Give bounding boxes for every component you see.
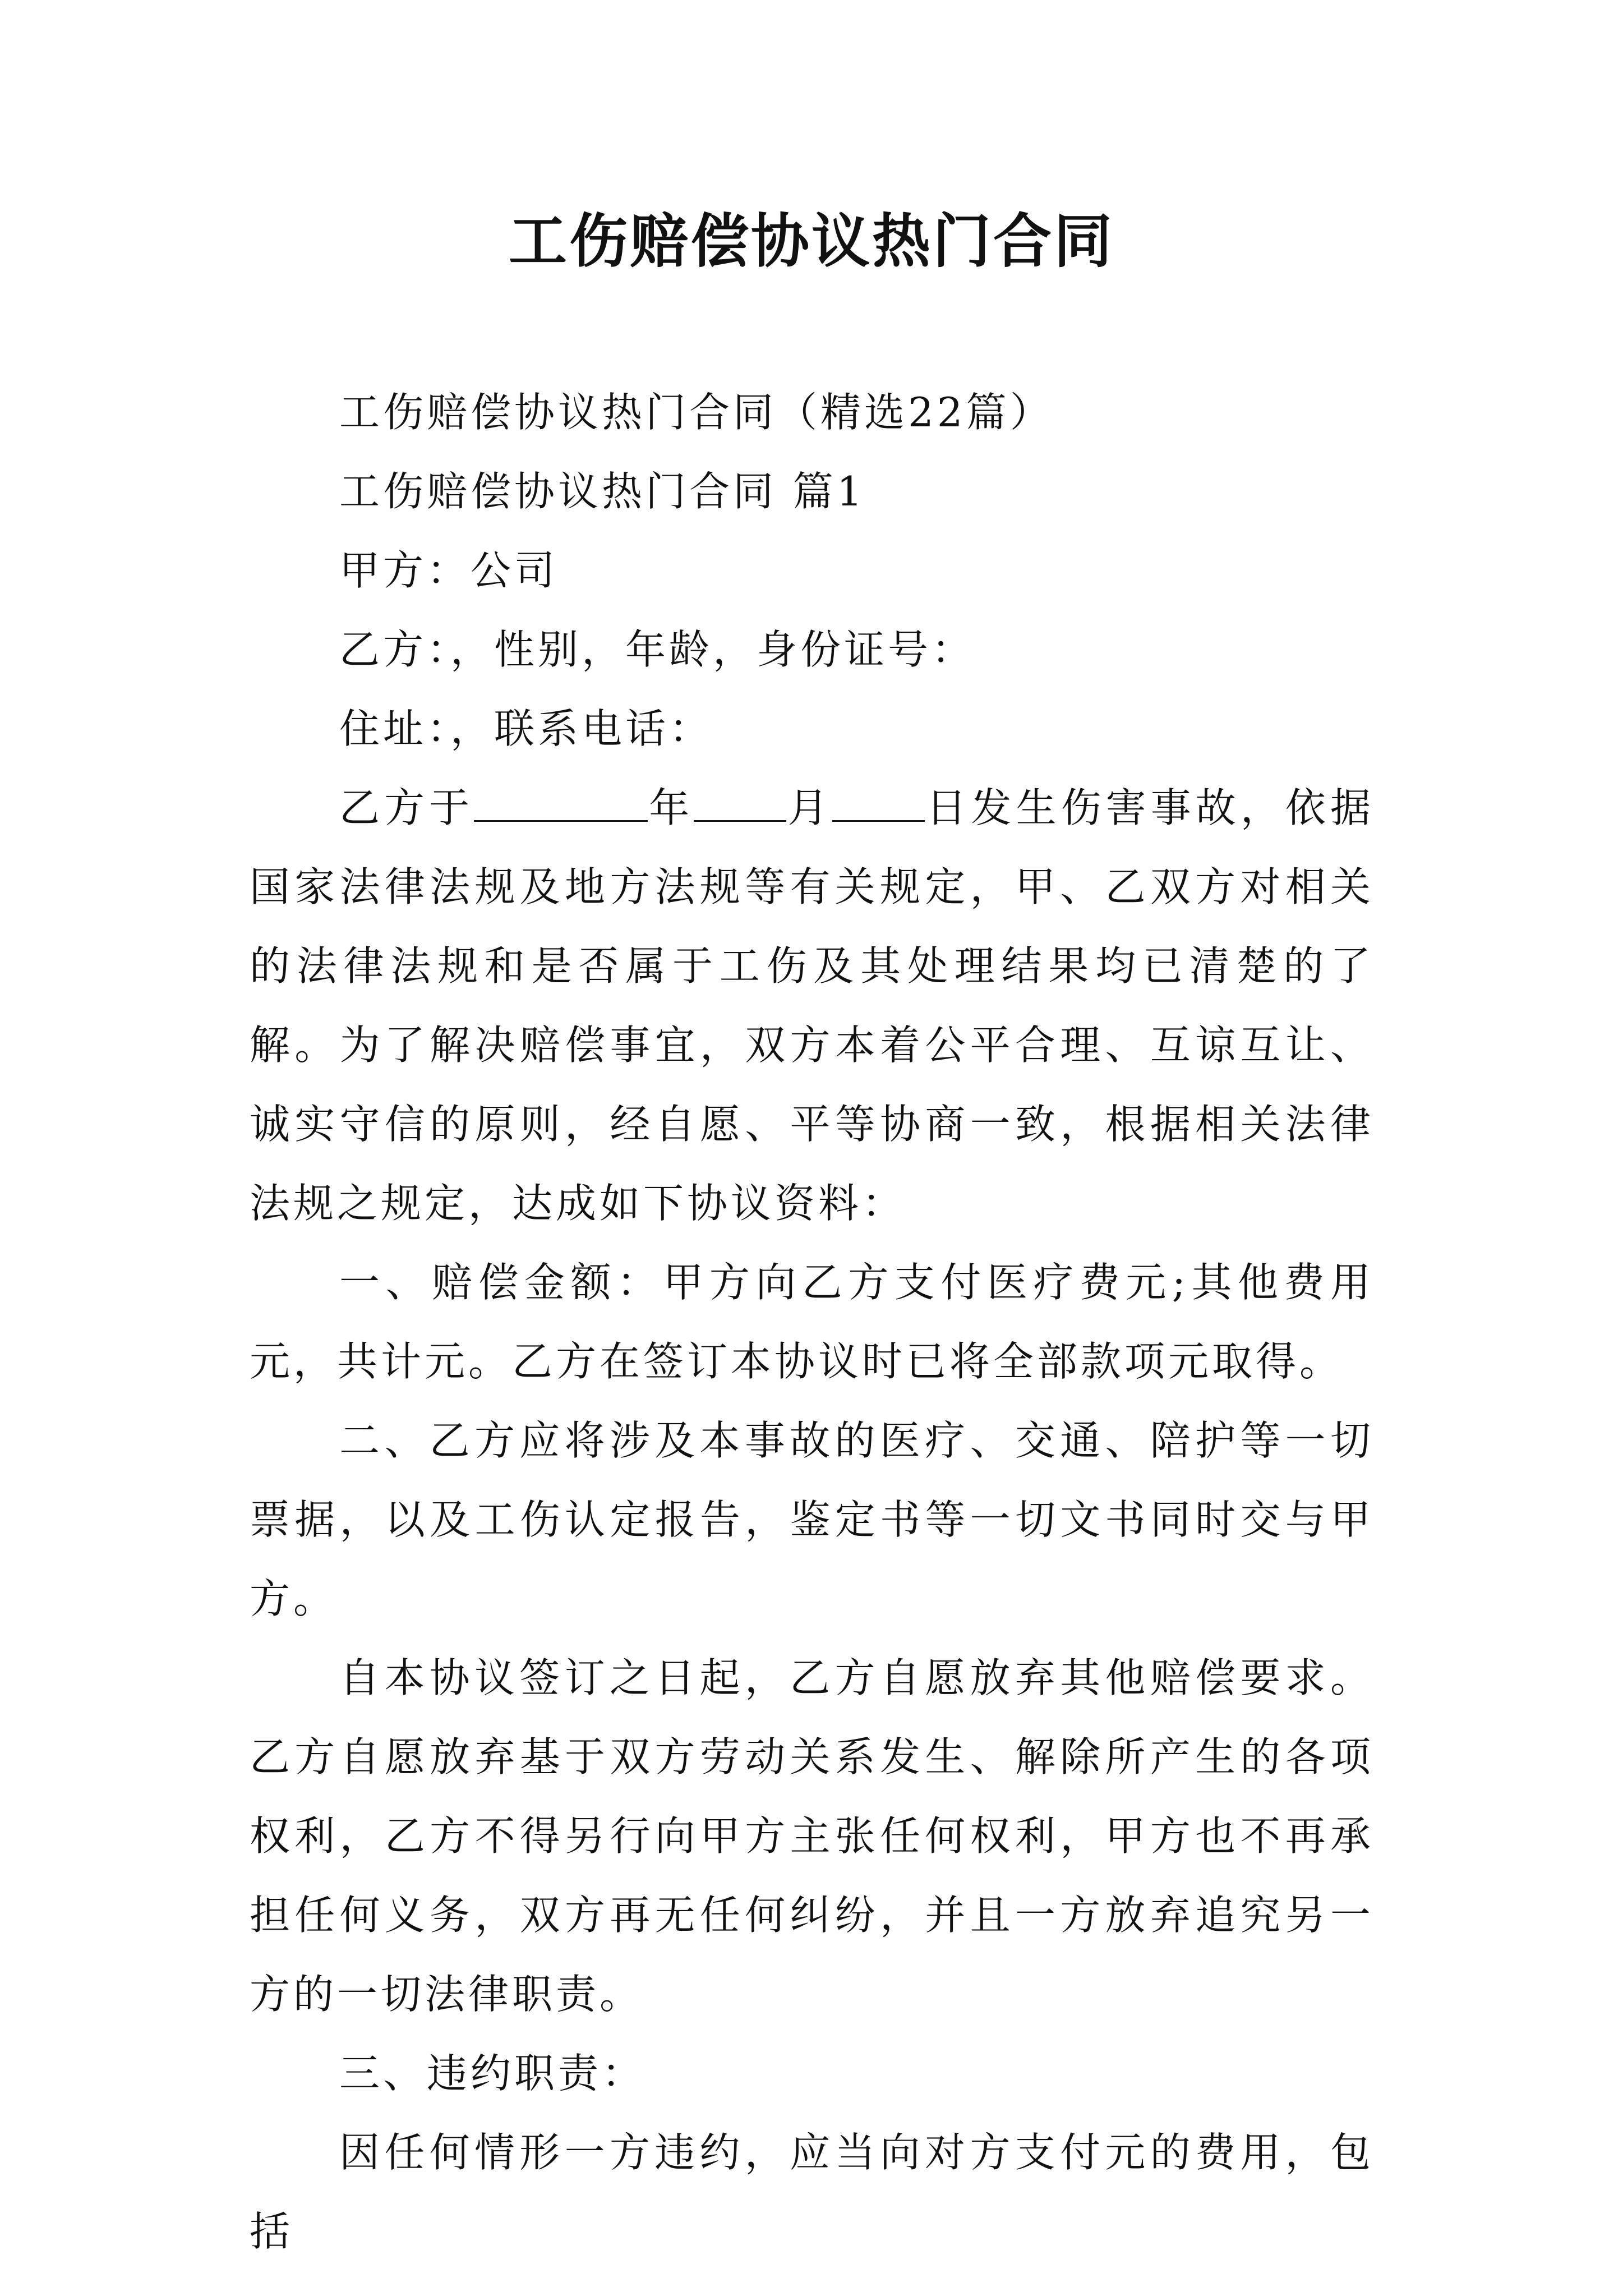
accident-paragraph <box>250 769 1374 1243</box>
party-b-line: 乙方：，性别，年龄，身份证号： <box>339 626 976 673</box>
day-blank <box>832 776 925 822</box>
clause-3-text: 因任何情形一方违约，应当向对方支付元的费用，包括 <box>250 2129 1374 2255</box>
document-body <box>250 373 1374 2271</box>
accident-rest: 日发生伤害事故，依据国家法律法规及地方法规等有关规定，甲、乙双方对相关的法律法规和是否属于工伤及其处理结果均已清楚的了解。为了解决赔偿事宜，双方本着公平合理、互谅互让、诚实守信的原则，经自愿、平等协商一致，根据相关法律法规之规定，达成如下协议资料： <box>250 784 1374 1227</box>
clause-3-heading: 三、违约职责： <box>339 2050 646 2097</box>
page-title: 工伤赔偿协议热门合同 <box>508 206 1114 275</box>
month-label: 月 <box>786 784 833 831</box>
accident-prefix: 乙方于 <box>339 784 474 831</box>
section-heading: 工伤赔偿协议热门合同 篇1 <box>339 468 866 515</box>
month-blank <box>694 776 786 822</box>
year-blank <box>474 776 648 822</box>
clause-2: 二、乙方应将涉及本事故的医疗、交通、陪护等一切票据，以及工伤认定报告，鉴定书等一切文书同时交与甲方。 <box>250 1417 1374 1622</box>
party-a-line: 甲方：公司 <box>339 547 559 594</box>
clause-1: 一、赔偿金额：甲方向乙方支付医疗费元;其他费用元，共计元。乙方在签订本协议时已将全部款项元取得。 <box>250 1259 1374 1385</box>
address-line: 住址：，联系电话： <box>339 705 713 752</box>
subtitle: 工伤赔偿协议热门合同（精选22篇） <box>339 389 1054 436</box>
year-label: 年 <box>648 784 694 831</box>
waiver-paragraph: 自本协议签订之日起，乙方自愿放弃其他赔偿要求。乙方自愿放弃基于双方劳动关系发生、解除所产生的各项权利，乙方不得另行向甲方主张任何权利，甲方也不再承担任何义务，双方再无任何纠纷，并且一方放弃追究另一方的一切法律职责。 <box>250 1654 1374 2018</box>
